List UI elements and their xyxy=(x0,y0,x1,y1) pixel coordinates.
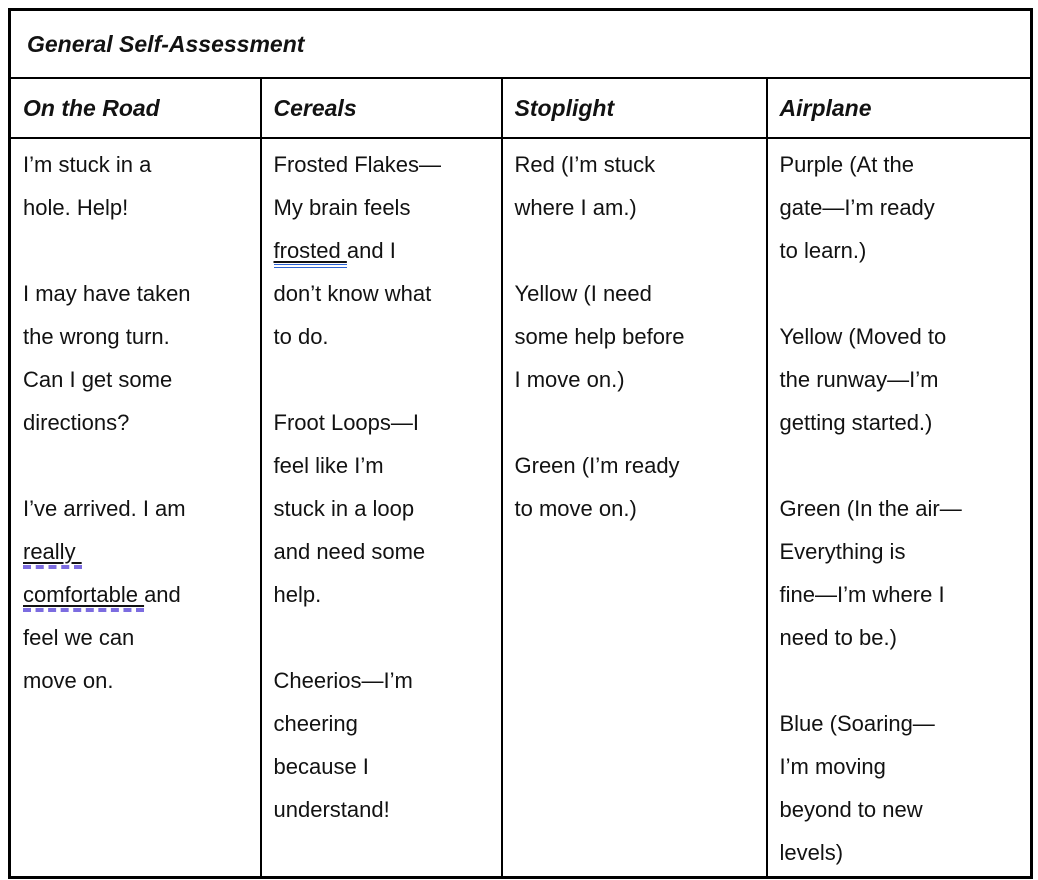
text-line xyxy=(780,315,1019,358)
text-line xyxy=(274,186,489,229)
text-segment: Can I get some xyxy=(23,366,173,392)
text-segment: levels) xyxy=(779,839,844,865)
text-segment: Green (In the air— xyxy=(779,495,962,521)
title-row xyxy=(10,10,1032,78)
text-segment: beyond to new xyxy=(779,796,923,822)
text-segment: Blue (Soaring— xyxy=(779,710,935,736)
text-line xyxy=(780,401,1019,444)
cell-cereals xyxy=(261,138,502,878)
text-line xyxy=(23,272,248,315)
text-line xyxy=(23,573,248,616)
text-line xyxy=(780,745,1019,788)
header-on-the-road: On the Road xyxy=(10,78,261,138)
header-row xyxy=(10,78,1032,138)
text-segment: fine—I’m where I xyxy=(779,581,945,607)
text-line xyxy=(780,229,1019,272)
text-line xyxy=(780,831,1019,874)
text-line xyxy=(274,272,489,315)
blank-line xyxy=(780,444,1019,487)
blank-line xyxy=(274,616,489,659)
text-segment: directions? xyxy=(23,409,130,435)
text-line xyxy=(23,530,248,573)
text-segment: stuck in a loop xyxy=(273,495,415,521)
blank-line xyxy=(274,358,489,401)
text-segment: feel like I’m xyxy=(273,452,384,478)
text-segment: Purple (At the xyxy=(779,151,915,177)
grammar-flagged-text: frosted xyxy=(274,238,347,268)
cell-on-the-road xyxy=(10,138,261,878)
text-segment: I’m stuck in a xyxy=(23,151,152,177)
text-segment: where I am.) xyxy=(514,194,637,220)
text-segment: help. xyxy=(273,581,322,607)
text-line xyxy=(515,315,754,358)
text-segment: getting started.) xyxy=(779,409,933,435)
text-segment: some help before xyxy=(514,323,685,349)
text-segment: to learn.) xyxy=(779,237,867,263)
text-segment: don’t know what xyxy=(273,280,432,306)
text-line xyxy=(23,616,248,659)
text-line xyxy=(780,702,1019,745)
text-line xyxy=(274,702,489,745)
text-segment: need to be.) xyxy=(779,624,897,650)
text-segment: and xyxy=(144,581,181,607)
text-line xyxy=(780,616,1019,659)
text-segment: Froot Loops—I xyxy=(273,409,420,435)
text-segment: and I xyxy=(346,237,396,263)
text-line xyxy=(274,229,489,272)
text-line xyxy=(23,401,248,444)
header-airplane: Airplane xyxy=(767,78,1032,138)
text-segment: move on. xyxy=(23,667,114,693)
text-line xyxy=(23,186,248,229)
text-segment: Cheerios—I’m xyxy=(273,667,413,693)
text-segment: My brain feels xyxy=(273,194,411,220)
blank-line xyxy=(515,229,754,272)
text-line xyxy=(23,487,248,530)
cell-paragraphs xyxy=(274,143,489,831)
text-segment: feel we can xyxy=(23,624,135,650)
text-segment: understand! xyxy=(273,796,390,822)
cell-airplane xyxy=(767,138,1032,878)
text-line xyxy=(274,315,489,358)
text-segment: Frosted Flakes— xyxy=(273,151,441,177)
body-row xyxy=(10,138,1032,878)
text-line xyxy=(23,659,248,702)
text-segment: Yellow (Moved to xyxy=(779,323,947,349)
text-line xyxy=(274,487,489,530)
text-segment: because I xyxy=(273,753,369,779)
refinement-flagged-text: really xyxy=(23,539,82,569)
text-line xyxy=(515,358,754,401)
text-line xyxy=(274,401,489,444)
blank-line xyxy=(780,659,1019,702)
blank-line xyxy=(23,229,248,272)
text-segment: gate—I’m ready xyxy=(779,194,935,220)
cell-paragraphs xyxy=(23,143,248,702)
text-segment: the wrong turn. xyxy=(23,323,170,349)
text-line xyxy=(515,272,754,315)
blank-line xyxy=(515,401,754,444)
text-segment: Everything is xyxy=(779,538,906,564)
text-segment: I move on.) xyxy=(514,366,625,392)
text-line xyxy=(274,659,489,702)
table-title: General Self-Assessment xyxy=(10,10,1032,78)
text-line xyxy=(780,487,1019,530)
text-segment: and need some xyxy=(273,538,426,564)
text-segment: the runway—I’m xyxy=(779,366,939,392)
text-line xyxy=(780,788,1019,831)
text-line xyxy=(274,573,489,616)
text-line xyxy=(780,573,1019,616)
cell-stoplight xyxy=(502,138,767,878)
text-line xyxy=(515,444,754,487)
text-line xyxy=(515,186,754,229)
text-segment: cheering xyxy=(273,710,358,736)
header-stoplight: Stoplight xyxy=(502,78,767,138)
text-line xyxy=(274,444,489,487)
text-line xyxy=(515,487,754,530)
text-line xyxy=(23,315,248,358)
self-assessment-table xyxy=(8,8,1033,879)
refinement-flagged-text: comfortable xyxy=(23,582,144,612)
cell-paragraphs xyxy=(780,143,1019,874)
blank-line xyxy=(23,444,248,487)
text-segment: hole. Help! xyxy=(23,194,129,220)
text-line xyxy=(780,186,1019,229)
text-line xyxy=(274,143,489,186)
text-segment: Green (I’m ready xyxy=(514,452,680,478)
text-segment: Red (I’m stuck xyxy=(514,151,656,177)
text-segment: Yellow (I need xyxy=(514,280,652,306)
header-cereals: Cereals xyxy=(261,78,502,138)
text-segment: I’ve arrived. I am xyxy=(23,495,186,521)
text-segment: to do. xyxy=(273,323,329,349)
text-segment: I’m moving xyxy=(779,753,886,779)
text-segment: I may have taken xyxy=(23,280,191,306)
text-line xyxy=(23,358,248,401)
text-line xyxy=(515,143,754,186)
cell-paragraphs xyxy=(515,143,754,530)
text-line xyxy=(780,143,1019,186)
text-line xyxy=(780,530,1019,573)
text-line xyxy=(23,143,248,186)
text-segment: to move on.) xyxy=(514,495,637,521)
text-line xyxy=(274,745,489,788)
blank-line xyxy=(780,272,1019,315)
text-line xyxy=(274,788,489,831)
text-line xyxy=(274,530,489,573)
text-line xyxy=(780,358,1019,401)
